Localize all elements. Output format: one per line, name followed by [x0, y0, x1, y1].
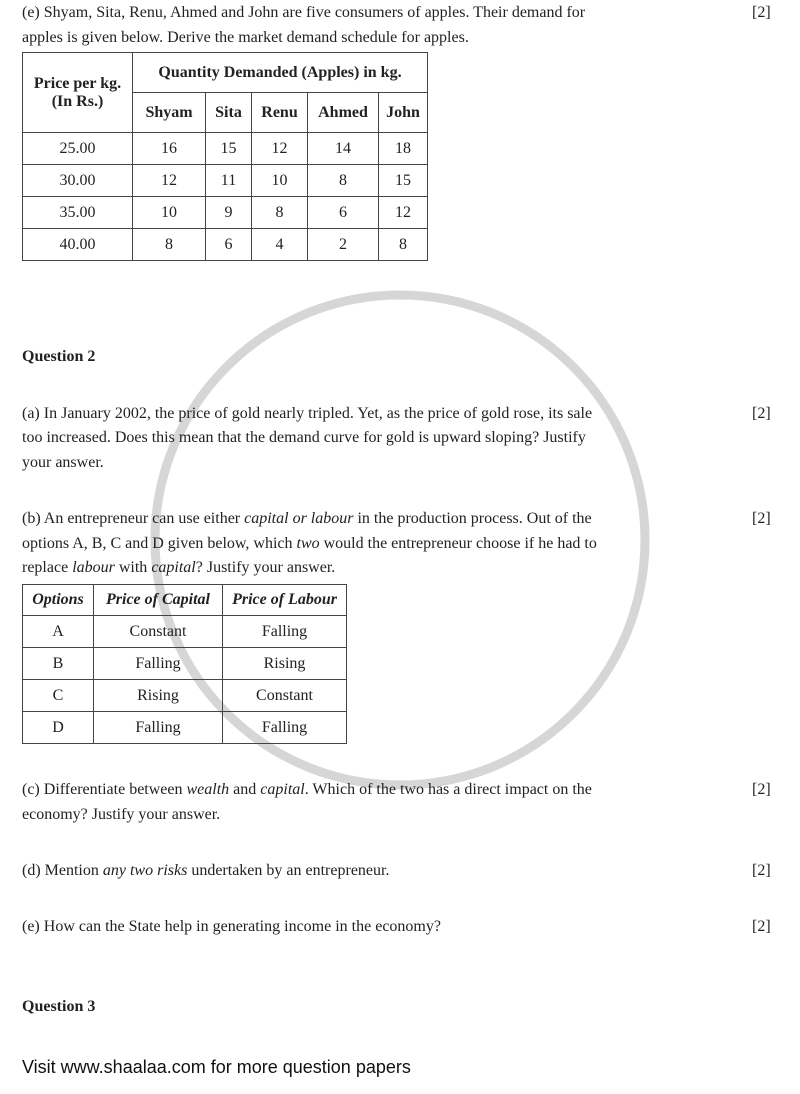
price-capital-header: Price of Capital	[94, 585, 223, 616]
table-cell: 25.00	[23, 133, 133, 165]
table-cell: 12	[252, 133, 308, 165]
capital-labour-options-table	[22, 584, 347, 744]
table-cell: C	[23, 680, 94, 712]
q2d-text-line: (d) Mention any two risks undertaken by an entrepreneur.	[22, 862, 390, 879]
table-row	[23, 616, 347, 648]
table-cell: Falling	[94, 712, 223, 744]
q2c-text-line: (c) Differentiate between wealth and capital. Which of the two has a direct impact on the	[22, 781, 592, 798]
q1e-text-line: (e) Shyam, Sita, Renu, Ahmed and John are five consumers of apples. Their demand for	[22, 4, 586, 21]
consumer-header: Renu	[252, 93, 308, 133]
table-cell: 14	[308, 133, 379, 165]
table-cell: B	[23, 648, 94, 680]
q2e-text-line: (e) How can the State help in generating income in the economy?	[22, 918, 441, 935]
table-cell: 16	[133, 133, 206, 165]
table-cell: 2	[308, 229, 379, 261]
table-cell: 8	[308, 165, 379, 197]
marks-label: [2]	[752, 781, 771, 798]
table-cell: 9	[206, 197, 252, 229]
table-cell: 35.00	[23, 197, 133, 229]
marks-label: [2]	[752, 4, 771, 21]
table-cell: Falling	[223, 712, 347, 744]
question-2-title: Question 2	[22, 348, 96, 365]
price-header: Price per kg. (In Rs.)	[23, 53, 133, 133]
q2a-text-line: (a) In January 2002, the price of gold nearly tripled. Yet, as the price of gold rose, its sale	[22, 405, 593, 422]
table-cell: D	[23, 712, 94, 744]
table-cell: 12	[133, 165, 206, 197]
marks-label: [2]	[752, 510, 771, 527]
quantity-group-header: Quantity Demanded (Apples) in kg.	[133, 53, 428, 93]
marks-label: [2]	[752, 862, 771, 879]
table-cell: 8	[252, 197, 308, 229]
q2b-text-line: options A, B, C and D given below, which two would the entrepreneur choose if he had to	[22, 535, 597, 552]
options-header: Options	[23, 585, 94, 616]
table-row	[23, 712, 347, 744]
table-cell: 40.00	[23, 229, 133, 261]
table-cell: Rising	[223, 648, 347, 680]
table-row	[23, 133, 428, 165]
table-cell: Falling	[223, 616, 347, 648]
price-labour-header: Price of Labour	[223, 585, 347, 616]
table-cell: 11	[206, 165, 252, 197]
table-cell: Constant	[94, 616, 223, 648]
table-row	[23, 229, 428, 261]
table-cell: 8	[133, 229, 206, 261]
table-cell: Rising	[94, 680, 223, 712]
table-cell: 6	[206, 229, 252, 261]
table-cell: 10	[252, 165, 308, 197]
table-row	[23, 648, 347, 680]
q2c-text-line: economy? Justify your answer.	[22, 806, 221, 823]
table-cell: 6	[308, 197, 379, 229]
table-cell: 18	[379, 133, 428, 165]
q2b-text-line: (b) An entrepreneur can use either capital or labour in the production process. Out of the	[22, 510, 592, 527]
q2a-text-line: too increased. Does this mean that the demand curve for gold is upward sloping? Justify	[22, 429, 586, 446]
table-row	[23, 165, 428, 197]
marks-label: [2]	[752, 918, 771, 935]
table-cell: 15	[379, 165, 428, 197]
question-3-title: Question 3	[22, 998, 96, 1015]
table-cell: 30.00	[23, 165, 133, 197]
table-cell: 4	[252, 229, 308, 261]
footer-link-text[interactable]: Visit www.shaalaa.com for more question papers	[22, 1057, 411, 1077]
table-row	[23, 680, 347, 712]
consumer-header: Shyam	[133, 93, 206, 133]
table-cell: A	[23, 616, 94, 648]
apple-demand-table	[22, 52, 428, 261]
marks-label: [2]	[752, 405, 771, 422]
table-cell: 15	[206, 133, 252, 165]
q2a-text-line: your answer.	[22, 454, 104, 471]
consumer-header: Ahmed	[308, 93, 379, 133]
table-cell: Falling	[94, 648, 223, 680]
consumer-header: John	[379, 93, 428, 133]
consumer-header: Sita	[206, 93, 252, 133]
table-cell: Constant	[223, 680, 347, 712]
table-row	[23, 197, 428, 229]
q1e-text-line: apples is given below. Derive the market demand schedule for apples.	[22, 29, 469, 46]
table-cell: 10	[133, 197, 206, 229]
q2b-text-line: replace labour with capital? Justify your answer.	[22, 559, 336, 576]
table-cell: 12	[379, 197, 428, 229]
table-cell: 8	[379, 229, 428, 261]
